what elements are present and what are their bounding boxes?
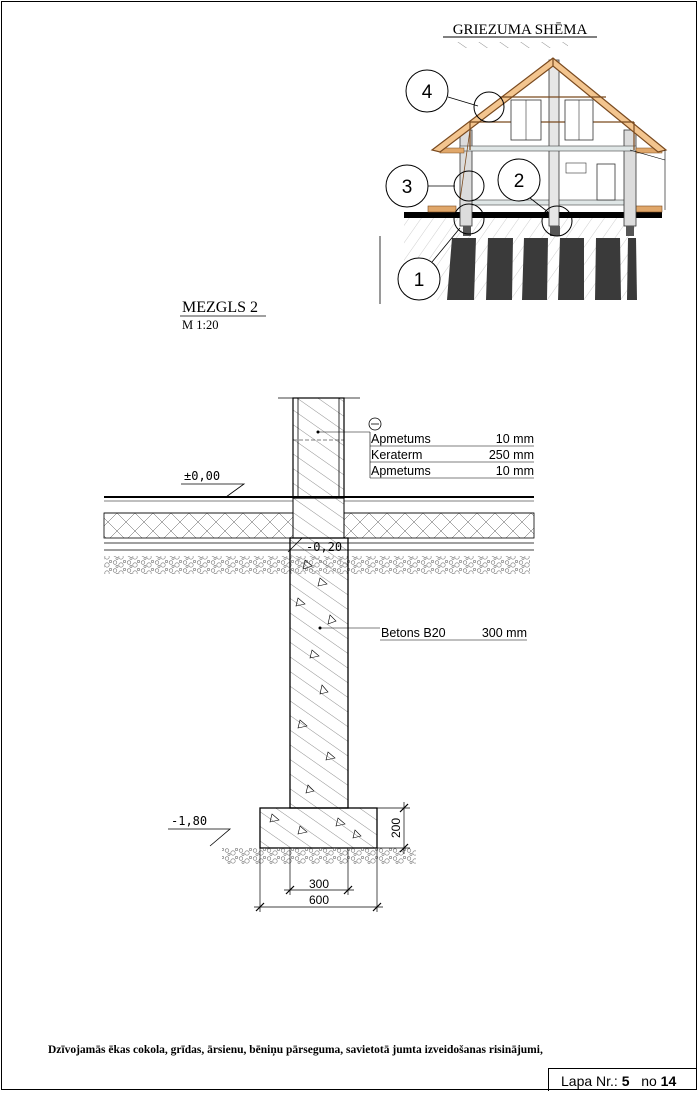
level-footing bbox=[168, 814, 230, 846]
layer-name-3: Apmetums bbox=[371, 464, 431, 478]
insulation-left bbox=[104, 513, 293, 538]
level-ground bbox=[181, 469, 244, 497]
insulation-right bbox=[344, 513, 534, 538]
page-total: 14 bbox=[660, 1073, 677, 1089]
svg-text:3: 3 bbox=[401, 177, 413, 198]
footing-gravel bbox=[222, 848, 416, 864]
floor-slab bbox=[404, 212, 662, 218]
detail-title: MEZGLS 2 bbox=[182, 299, 258, 316]
wall-section bbox=[293, 398, 344, 498]
page-of-label: no bbox=[641, 1073, 657, 1089]
page-number-box bbox=[548, 1068, 696, 1091]
roof-hatch-strip bbox=[448, 42, 568, 48]
dimension-footing-height bbox=[377, 802, 410, 854]
section-schema bbox=[380, 22, 666, 304]
layer-thickness-2: 250 mm bbox=[488, 448, 534, 462]
svg-text:±0,00: ±0,00 bbox=[184, 469, 221, 483]
layer-thickness-3: 10 mm bbox=[495, 464, 534, 478]
svg-text:600: 600 bbox=[308, 893, 330, 907]
svg-text:300: 300 bbox=[308, 877, 330, 891]
foundation-detail bbox=[104, 398, 534, 912]
svg-text:-1,80: -1,80 bbox=[171, 814, 208, 828]
page-number: 5 bbox=[621, 1073, 630, 1089]
foundation-material: Betons B20 bbox=[381, 626, 446, 640]
detail-scale: M 1:20 bbox=[182, 318, 219, 332]
layer-thickness-1: 10 mm bbox=[495, 432, 534, 446]
foundation-thickness: 300 mm bbox=[481, 626, 527, 640]
svg-text:2: 2 bbox=[513, 171, 525, 192]
svg-text:-0,20: -0,20 bbox=[306, 540, 343, 554]
footer-caption: Dzīvojamās ēkas cokola, grīdas, ārsienu, bēniņu pārseguma, savietotā jumta izveidošanas risinājumi, bbox=[48, 1044, 543, 1056]
center-wall bbox=[549, 60, 559, 226]
footing bbox=[260, 808, 377, 848]
layer-name-2: Keraterm bbox=[371, 448, 423, 462]
foundation-column bbox=[290, 538, 348, 808]
layer-name-1: Apmetums bbox=[371, 432, 431, 446]
svg-text:1: 1 bbox=[413, 270, 425, 291]
svg-text:4: 4 bbox=[421, 82, 433, 103]
page-label: Lapa Nr.: bbox=[561, 1073, 618, 1089]
svg-text:200: 200 bbox=[389, 817, 403, 839]
schema-title: GRIEZUMA SHĒMA bbox=[452, 22, 588, 38]
